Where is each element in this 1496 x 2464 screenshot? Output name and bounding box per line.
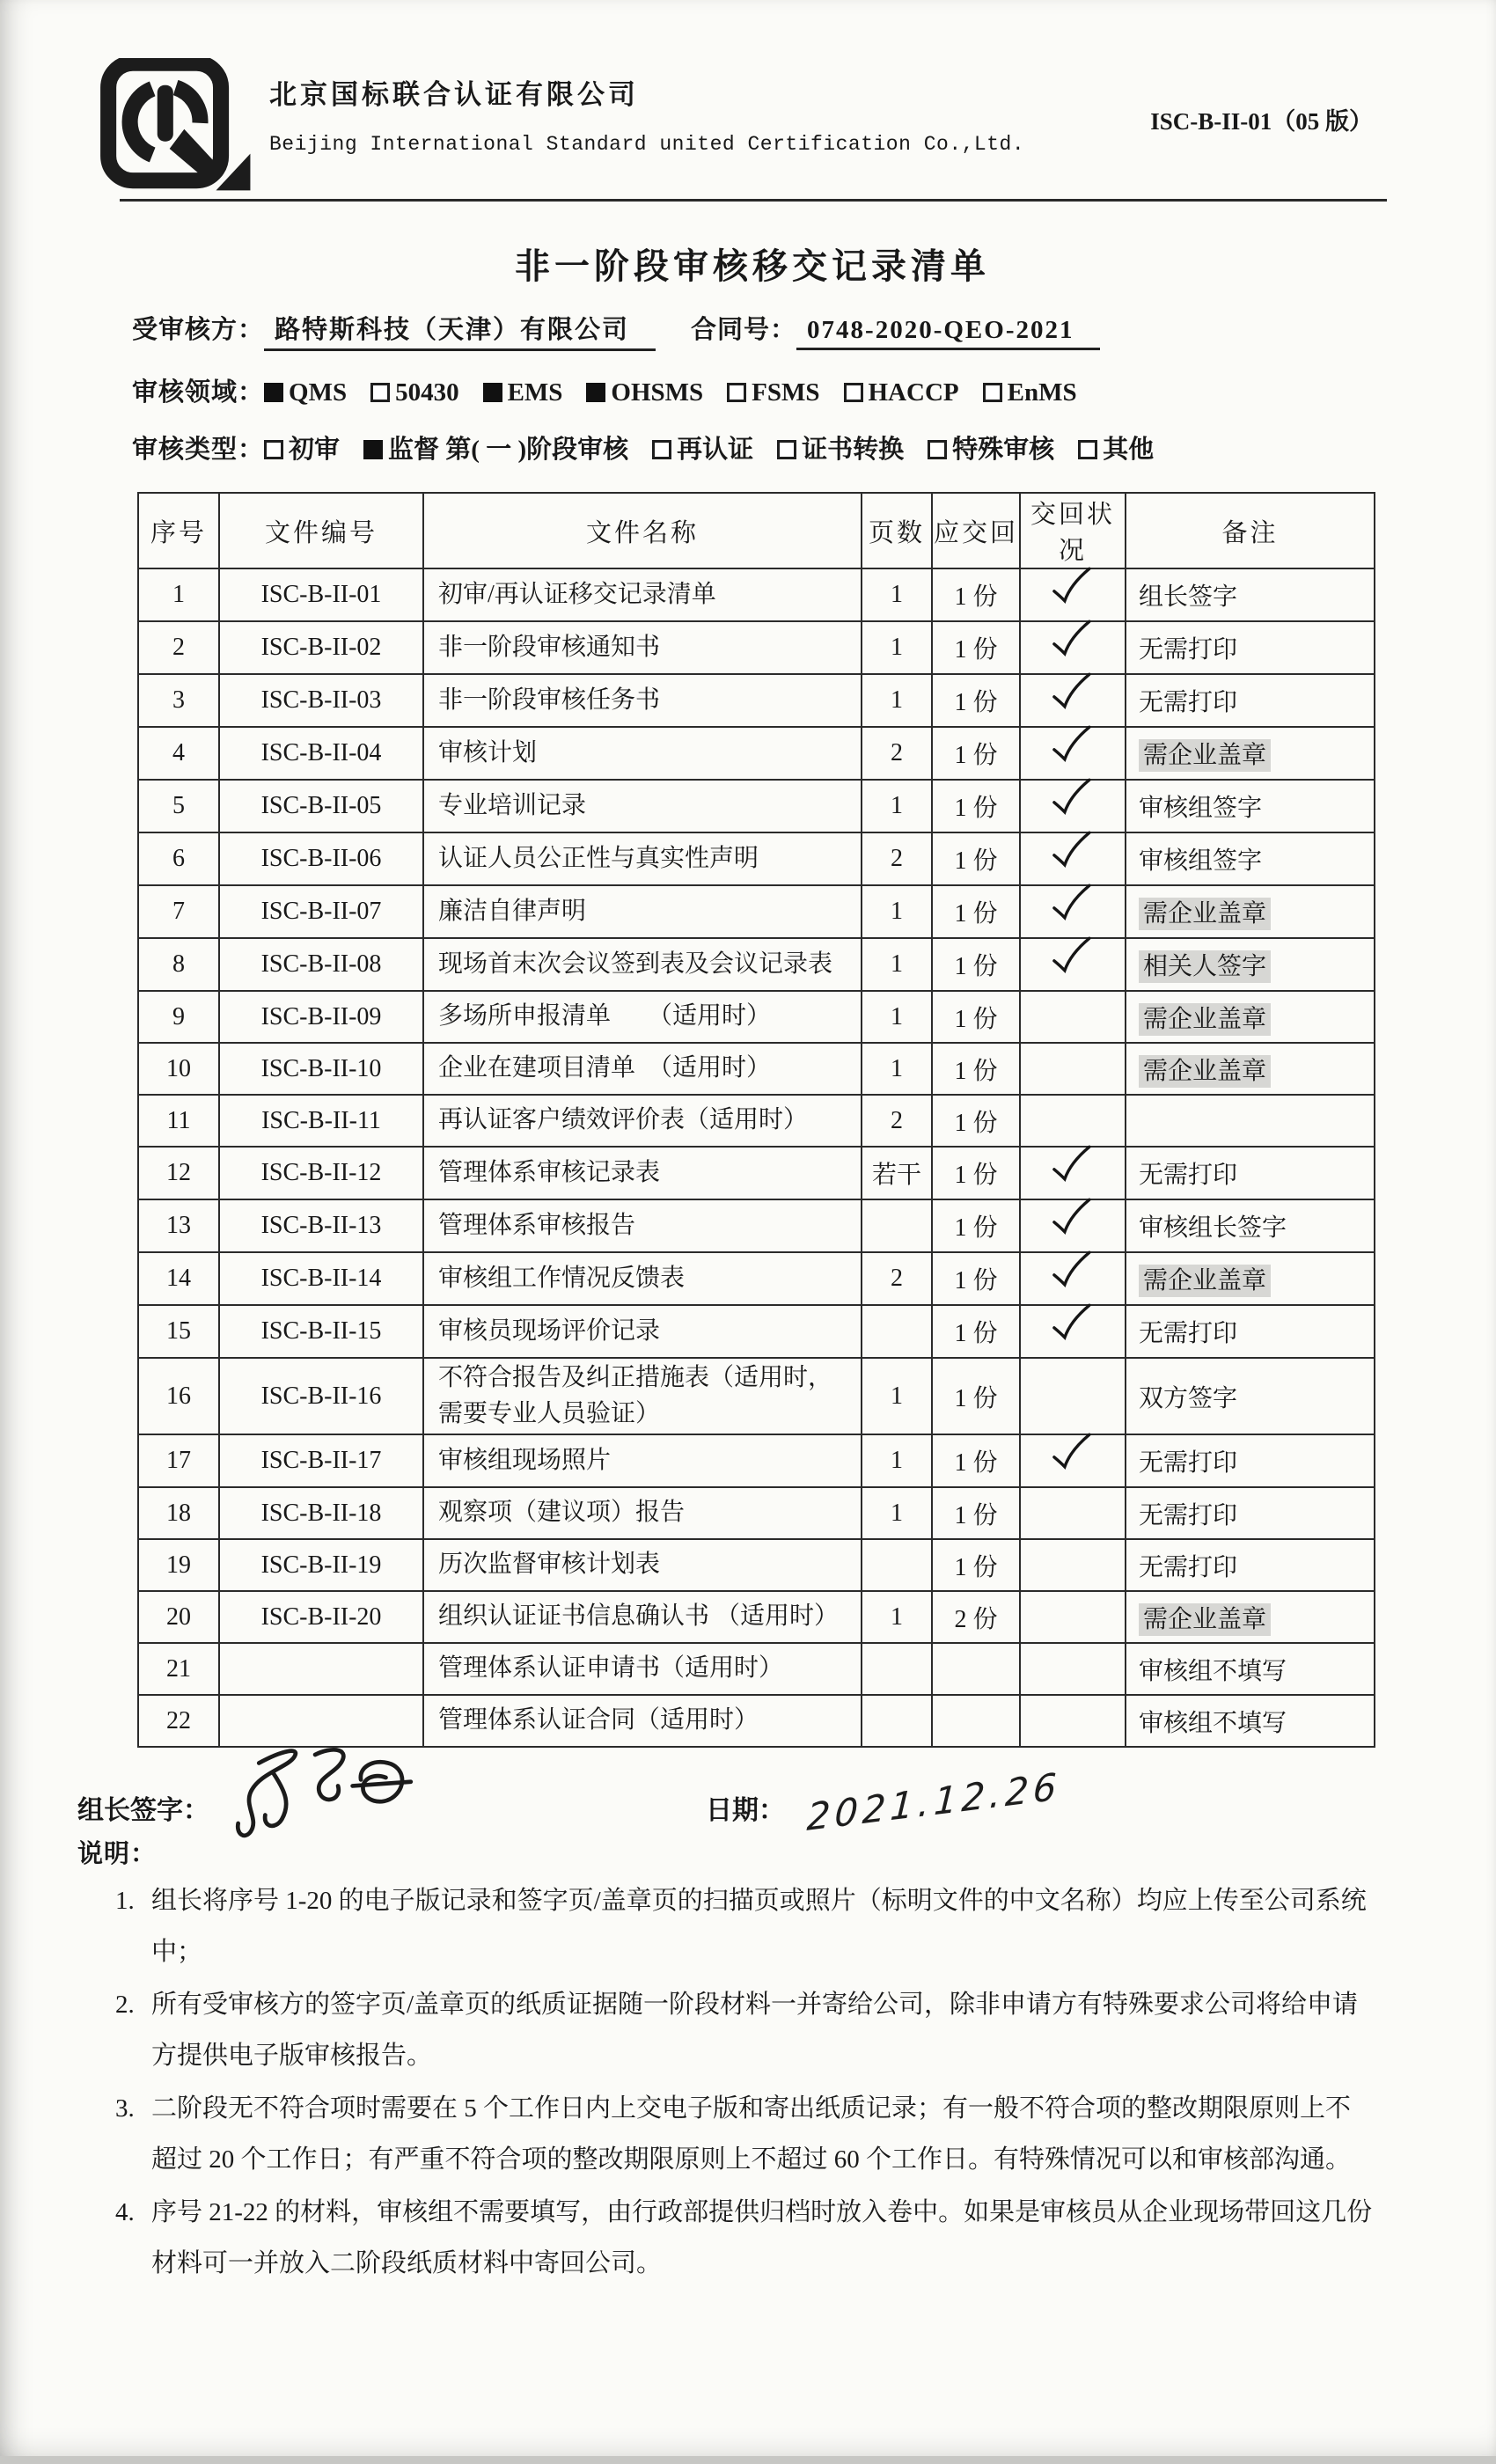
copies-due-cell: 1 份 [932,938,1020,991]
doc-code-cell [219,1643,423,1695]
row-number-cell: 2 [138,621,219,674]
checkbox-item [1078,429,1154,466]
date-label: 日期： [706,1796,785,1826]
remark-text: 需企业盖章 [1139,898,1271,930]
row-number-cell: 15 [138,1305,219,1358]
remark-text: 审核组长签字 [1139,1214,1287,1242]
table-row [138,1539,1375,1591]
row-number-cell: 9 [138,991,219,1043]
return-status-cell [1020,780,1126,832]
doc-name-cell: 认证人员公正性与真实性声明 [423,832,862,885]
company-name-cn: 北京国标联合认证有限公司 [269,79,639,110]
notes-title: 说明： [77,1840,158,1869]
pages-cell: 1 [862,780,932,832]
column-header: 应交回 [932,493,1020,568]
remark-text: 无需打印 [1139,689,1238,716]
doc-code-cell: ISC-B-II-20 [219,1591,423,1643]
remark-cell [1126,1252,1375,1305]
copies-due-cell: 1 份 [932,1199,1020,1252]
return-status-cell [1020,1252,1126,1305]
copies-due-cell: 1 份 [932,1434,1020,1487]
column-header: 交回状况 [1020,493,1126,568]
return-status-cell [1020,1434,1126,1487]
remark-cell [1126,1358,1375,1434]
checkbox-label: 50430 [395,378,459,407]
remark-cell [1126,1487,1375,1539]
checkbox-item [777,429,904,466]
doc-name-cell: 组织认证证书信息确认书 （适用时） [423,1591,862,1643]
checkmark-icon [1047,723,1098,768]
copies-due-cell: 1 份 [932,568,1020,621]
checkmark-icon [1047,1249,1098,1294]
copies-due-cell: 1 份 [932,991,1020,1043]
checkbox-label: OHSMS [611,378,704,407]
checkmark-icon [1047,776,1098,821]
doc-name-cell: 审核计划 [423,727,862,780]
row-number-cell: 4 [138,727,219,780]
checkbox-unchecked-icon [844,383,863,402]
checkbox-label: 证书转换 [802,436,905,464]
table-row [138,621,1375,674]
pages-cell: 2 [862,1252,932,1305]
remark-text: 无需打印 [1139,1449,1238,1478]
remark-cell [1126,727,1375,780]
return-status-cell [1020,621,1126,674]
checkbox-label: FSMS [752,378,820,407]
table-row [138,1095,1375,1147]
return-status-cell [1020,568,1126,621]
table-row [138,1305,1375,1358]
remark-text: 审核组不填写 [1139,1657,1287,1685]
remark-cell [1126,991,1375,1043]
checkmark-icon [1047,1143,1098,1188]
copies-due-cell: 1 份 [932,1252,1020,1305]
table-row [138,568,1375,621]
doc-code-cell: ISC-B-II-03 [219,674,423,727]
checkbox-checked-icon [483,383,502,402]
checkbox-item [983,378,1077,407]
checkbox-item [483,378,563,407]
remark-cell [1126,1539,1375,1591]
copies-due-cell: 1 份 [932,832,1020,885]
remark-text: 需企业盖章 [1139,1003,1271,1036]
checkmark-icon [1047,935,1098,979]
doc-code-cell: ISC-B-II-19 [219,1539,423,1591]
copies-due-cell: 1 份 [932,1487,1020,1539]
doc-code-cell: ISC-B-II-09 [219,991,423,1043]
row-number-cell: 5 [138,780,219,832]
remark-text: 审核组签字 [1139,795,1263,822]
checkmark-icon [1047,882,1098,927]
leader-signature-label: 组长签字： [77,1796,209,1826]
pages-cell [862,1199,932,1252]
return-status-cell [1020,1591,1126,1643]
auditee-label: 受审核方： [132,316,265,344]
return-status-cell [1020,1095,1126,1147]
remark-text: 无需打印 [1139,1162,1238,1189]
return-status-cell [1020,991,1126,1043]
remark-cell [1126,938,1375,991]
table-row [138,674,1375,727]
note-item: 3. 二阶段无不符合项时需要在 5 个工作日内上交电子版和寄出纸质记录；有一般不符合项的整改期限原则上不超过 20 个工作日；有严重不符合项的整改期限原则上不超过 60 个工作日。有特殊情况可以和审核部沟通。 [141,2083,1373,2185]
pages-cell: 1 [862,991,932,1043]
doc-name-cell: 企业在建项目清单 （适用时） [423,1043,862,1095]
audit-domain-group [264,378,1101,407]
table-row [138,1199,1375,1252]
audit-type-line [132,429,1373,466]
copies-due-cell: 1 份 [932,727,1020,780]
return-status-cell [1020,674,1126,727]
table-body [138,568,1375,1747]
checkmark-icon [1047,671,1098,715]
checkbox-unchecked-icon [1078,440,1097,459]
doc-name-cell: 审核组工作情况反馈表 [423,1252,862,1305]
return-status-cell [1020,1043,1126,1095]
checkbox-label: HACCP [868,378,959,407]
remark-text: 双方签字 [1139,1384,1238,1412]
checkbox-checked-icon [586,383,605,402]
checkmark-icon [1047,1196,1098,1241]
table-row [138,1043,1375,1095]
checkbox-label: EnMS [1007,378,1077,407]
doc-name-cell: 管理体系审核报告 [423,1199,862,1252]
table-row [138,1591,1375,1643]
pages-cell: 1 [862,674,932,727]
doc-code-cell: ISC-B-II-17 [219,1434,423,1487]
remark-cell [1126,1695,1375,1747]
table-row [138,991,1375,1043]
remark-text: 无需打印 [1139,636,1238,664]
pages-cell: 1 [862,1591,932,1643]
doc-name-cell: 管理体系认证合同（适用时） [423,1695,862,1747]
copies-due-cell [932,1643,1020,1695]
pages-cell: 2 [862,727,932,780]
remark-cell [1126,1434,1375,1487]
remark-text: 无需打印 [1139,1553,1238,1581]
date-handwritten-value: 2021.12.26 [805,1764,1062,1840]
doc-code-cell: ISC-B-II-12 [219,1147,423,1199]
pages-cell: 1 [862,1434,932,1487]
remark-text: 需企业盖章 [1139,1603,1271,1636]
table-row [138,938,1375,991]
pages-cell: 1 [862,568,932,621]
remark-cell [1126,674,1375,727]
checkbox-unchecked-icon [928,440,947,459]
doc-name-cell: 再认证客户绩效评价表（适用时） [423,1095,862,1147]
pages-cell [862,1643,932,1695]
doc-code-cell: ISC-B-II-08 [219,938,423,991]
return-status-cell [1020,1539,1126,1591]
remark-text: 需企业盖章 [1139,739,1271,772]
table-row [138,727,1375,780]
row-number-cell: 7 [138,885,219,938]
row-number-cell: 16 [138,1358,219,1434]
note-item: 4. 序号 21-22 的材料，审核组不需要填写，由行政部提供归档时放入卷中。如果是审核员从企业现场带回这几份材料可一并放入二阶段纸质材料中寄回公司。 [141,2187,1373,2289]
doc-name-cell: 专业培训记录 [423,780,862,832]
row-number-cell: 22 [138,1695,219,1747]
table-row [138,1358,1375,1434]
copies-due-cell: 1 份 [932,1305,1020,1358]
copies-due-cell: 1 份 [932,1147,1020,1199]
copies-due-cell: 1 份 [932,674,1020,727]
auditee-line [132,310,1373,351]
remark-text: 审核组不填写 [1139,1709,1287,1737]
document-checklist-table [137,492,1375,1748]
pages-cell: 若干 [862,1147,932,1199]
checkbox-item [264,378,347,407]
doc-code-cell: ISC-B-II-10 [219,1043,423,1095]
copies-due-cell: 1 份 [932,1358,1020,1434]
notes-section [77,1834,1373,2289]
pages-cell: 1 [862,885,932,938]
table-header-row [138,493,1375,568]
checkbox-checked-icon [264,383,283,402]
doc-code-cell: ISC-B-II-14 [219,1252,423,1305]
row-number-cell: 6 [138,832,219,885]
row-number-cell: 11 [138,1095,219,1147]
checkmark-icon [1047,829,1098,874]
doc-name-cell: 管理体系审核记录表 [423,1147,862,1199]
column-header: 备注 [1126,493,1375,568]
checkbox-item [363,429,628,466]
row-number-cell: 10 [138,1043,219,1095]
remark-cell [1126,832,1375,885]
checkmark-icon [1047,1302,1098,1346]
leader-signature-handwriting [222,1732,442,1846]
table-row [138,1252,1375,1305]
pages-cell: 1 [862,1487,932,1539]
remark-text: 需企业盖章 [1139,1265,1271,1297]
doc-code-cell: ISC-B-II-04 [219,727,423,780]
pages-cell [862,1695,932,1747]
checkbox-unchecked-icon [652,440,671,459]
doc-name-cell: 历次监督审核计划表 [423,1539,862,1591]
document-code: ISC-B-II-01（05 版） [1150,108,1373,135]
return-status-cell [1020,1358,1126,1434]
column-header: 序号 [138,493,219,568]
audit-domain-label: 审核领域： [132,378,265,407]
doc-code-cell: ISC-B-II-15 [219,1305,423,1358]
return-status-cell [1020,1487,1126,1539]
row-number-cell: 14 [138,1252,219,1305]
doc-code-cell: ISC-B-II-05 [219,780,423,832]
doc-name-cell: 现场首末次会议签到表及会议记录表 [423,938,862,991]
table-row [138,1147,1375,1199]
checkbox-unchecked-icon [983,383,1002,402]
remark-cell [1126,568,1375,621]
checkbox-label: 初审 [289,436,341,464]
checkbox-item [586,378,703,407]
row-number-cell: 3 [138,674,219,727]
copies-due-cell: 1 份 [932,780,1020,832]
checkbox-unchecked-icon [264,440,283,459]
pages-cell: 1 [862,1043,932,1095]
checkbox-unchecked-icon [777,440,796,459]
pages-cell: 2 [862,1095,932,1147]
column-header: 页数 [862,493,932,568]
audit-type-group [264,429,1177,466]
company-name-block [269,58,1024,156]
checkbox-item [844,378,959,407]
doc-name-cell: 审核组现场照片 [423,1434,862,1487]
checkbox-label: EMS [507,378,563,407]
remark-cell [1126,885,1375,938]
remark-text: 相关人签字 [1139,950,1271,983]
return-status-cell [1020,832,1126,885]
remark-cell [1126,1147,1375,1199]
remark-cell [1126,780,1375,832]
copies-due-cell: 1 份 [932,621,1020,674]
pages-cell: 1 [862,1358,932,1434]
copies-due-cell [932,1695,1020,1747]
copies-due-cell: 2 份 [932,1591,1020,1643]
document-header [132,58,1373,195]
checkmark-icon [1047,565,1098,610]
audit-domain-line [132,372,1373,408]
remark-cell [1126,1199,1375,1252]
table-row [138,780,1375,832]
return-status-cell [1020,1199,1126,1252]
table-row [138,1643,1375,1695]
company-name-en: Beijing International Standard united Certification Co.,Ltd. [269,133,1025,156]
doc-code-cell: ISC-B-II-07 [219,885,423,938]
checkbox-label: 监督 第( 一 )阶段审核 [388,436,629,464]
remark-text: 需企业盖章 [1139,1055,1271,1088]
row-number-cell: 19 [138,1539,219,1591]
row-number-cell: 12 [138,1147,219,1199]
audit-type-label: 审核类型： [132,436,265,464]
pages-cell [862,1305,932,1358]
return-status-cell [1020,1305,1126,1358]
row-number-cell: 17 [138,1434,219,1487]
table-row [138,1487,1375,1539]
pages-cell [862,1539,932,1591]
row-number-cell: 13 [138,1199,219,1252]
doc-code-cell: ISC-B-II-06 [219,832,423,885]
return-status-cell [1020,1147,1126,1199]
contract-label: 合同号： [691,316,797,344]
doc-name-cell: 审核员现场评价记录 [423,1305,862,1358]
row-number-cell: 20 [138,1591,219,1643]
doc-name-cell: 不符合报告及纠正措施表（适用时，需要专业人员验证） [423,1358,862,1434]
doc-code-cell: ISC-B-II-01 [219,568,423,621]
doc-name-cell: 初审/再认证移交记录清单 [423,568,862,621]
row-number-cell: 21 [138,1643,219,1695]
note-item: 2. 所有受审核方的签字页/盖章页的纸质证据随一阶段材料一并寄给公司，除非申请方有特殊要求公司将给申请方提供电子版审核报告。 [141,1979,1373,2081]
column-header: 文件名称 [423,493,862,568]
remark-cell [1126,1095,1375,1147]
copies-due-cell: 1 份 [932,1539,1020,1591]
remark-cell [1126,1591,1375,1643]
remark-cell [1126,1043,1375,1095]
header-divider [120,199,1387,202]
pages-cell: 1 [862,621,932,674]
doc-code-cell: ISC-B-II-16 [219,1358,423,1434]
checkbox-label: 特殊审核 [952,436,1055,464]
checkbox-item [264,429,340,466]
pages-cell: 2 [862,832,932,885]
checkbox-unchecked-icon [370,383,390,402]
row-number-cell: 8 [138,938,219,991]
remark-cell [1126,621,1375,674]
table-row [138,885,1375,938]
checkbox-checked-icon [363,440,383,459]
page-title: 非一阶段审核移交记录清单 [515,247,990,286]
checkbox-item [727,378,819,407]
row-number-cell: 1 [138,568,219,621]
checkmark-icon [1047,618,1098,663]
doc-code-cell: ISC-B-II-18 [219,1487,423,1539]
doc-code-cell: ISC-B-II-11 [219,1095,423,1147]
certification-mark-logo-icon [99,58,255,195]
notes-list [77,1875,1373,2289]
doc-name-cell: 非一阶段审核任务书 [423,674,862,727]
note-item: 1. 组长将序号 1-20 的电子版记录和签字页/盖章页的扫描页或照片（标明文件的中文名称）均应上传至公司系统中； [141,1875,1373,1977]
return-status-cell [1020,1643,1126,1695]
doc-name-cell: 多场所申报清单 （适用时） [423,991,862,1043]
doc-name-cell: 非一阶段审核通知书 [423,621,862,674]
return-status-cell [1020,1695,1126,1747]
doc-name-cell: 廉洁自律声明 [423,885,862,938]
remark-text: 组长签字 [1139,583,1238,611]
checkbox-label: 再认证 [677,436,754,464]
checkbox-item [652,429,753,466]
doc-code-cell: ISC-B-II-13 [219,1199,423,1252]
remark-cell [1126,1643,1375,1695]
column-header: 文件编号 [219,493,423,568]
remark-text: 无需打印 [1139,1501,1238,1529]
contract-value: 0748-2020-QEO-2021 [796,316,1100,350]
checkbox-label: QMS [289,378,348,407]
return-status-cell [1020,885,1126,938]
checkmark-icon [1047,1431,1098,1476]
pages-cell: 1 [862,938,932,991]
doc-name-cell: 管理体系认证申请书（适用时） [423,1643,862,1695]
copies-due-cell: 1 份 [932,1043,1020,1095]
checkbox-unchecked-icon [727,383,746,402]
doc-code-cell: ISC-B-II-02 [219,621,423,674]
row-number-cell: 18 [138,1487,219,1539]
copies-due-cell: 1 份 [932,885,1020,938]
signature-row [77,1764,1373,1840]
remark-text: 无需打印 [1139,1320,1238,1347]
auditee-value: 路特斯科技（天津）有限公司 [264,310,656,351]
remark-text: 审核组签字 [1139,847,1263,875]
table-row [138,832,1375,885]
checkbox-label: 其他 [1103,436,1155,464]
return-status-cell [1020,938,1126,991]
copies-due-cell: 1 份 [932,1095,1020,1147]
table-row [138,1434,1375,1487]
remark-cell [1126,1305,1375,1358]
doc-name-cell: 观察项（建议项）报告 [423,1487,862,1539]
checkbox-item [370,378,459,407]
return-status-cell [1020,727,1126,780]
checkbox-item [928,429,1054,466]
